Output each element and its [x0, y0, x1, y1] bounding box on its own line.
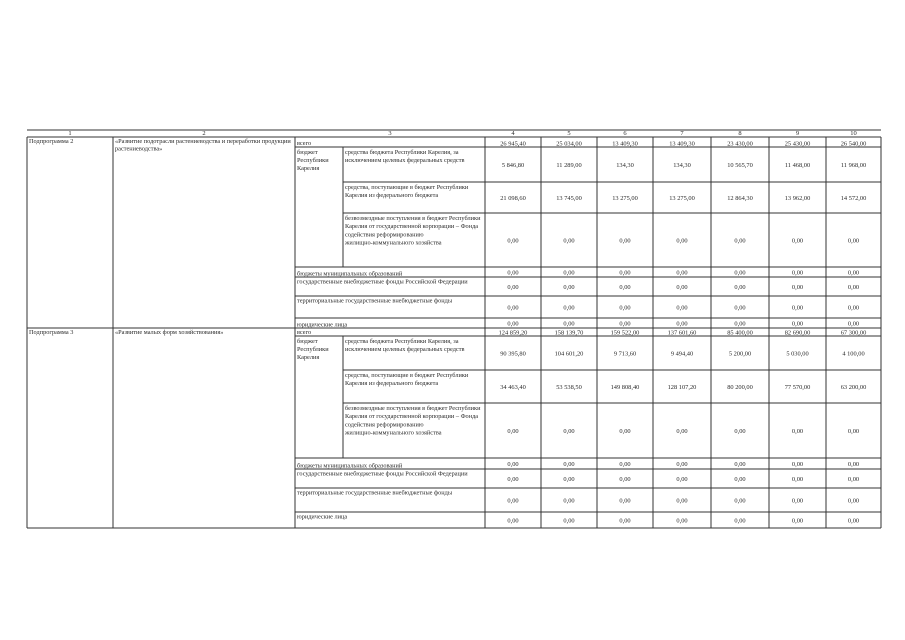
budget-row-value: 4 100,00	[842, 350, 865, 358]
budget-row-value: 0,00	[734, 237, 746, 245]
source-row-label: государственные внебюджетные фонды Российской Федерации	[297, 470, 468, 478]
source-row-value: 0,00	[734, 269, 746, 277]
budget-row-value: 0,00	[619, 428, 631, 435]
source-row-value: 0,00	[563, 476, 575, 483]
source-row-value: 0,00	[791, 320, 804, 328]
budget-row-value: 0,00	[847, 237, 860, 245]
header-year-col: 7	[680, 130, 684, 137]
source-row-value: 0,00	[676, 320, 688, 328]
header-col-3: 3	[388, 130, 392, 137]
header-col-1: 1	[68, 130, 72, 137]
budget-row-value: 21 098,60	[500, 195, 526, 202]
source-row-value: 0,00	[791, 284, 804, 291]
total-value: 158 139,70	[554, 329, 584, 337]
source-row-value: 0,00	[676, 269, 688, 277]
budget-row-value: 80 200,00	[727, 384, 753, 391]
source-row-value: 0,00	[619, 461, 631, 468]
budget-row-value: 63 200,00	[840, 384, 867, 391]
budget-row-value: 0,00	[563, 428, 575, 435]
total-label: всего	[297, 329, 312, 336]
source-row-value: 0,00	[563, 517, 575, 525]
source-row-value: 0,00	[676, 476, 688, 483]
budget-row-value: 53 538,50	[556, 384, 582, 391]
budget-row-value: 0,00	[791, 237, 804, 245]
source-row-label: бюджеты муниципальных образований	[297, 270, 403, 278]
source-row-value: 0,00	[507, 320, 519, 328]
budget-row-value: 0,00	[676, 237, 688, 245]
budget-row-label: средства бюджета Республики Карелия, за исключением целевых федеральных средств	[345, 149, 465, 165]
source-row-value: 0,00	[791, 269, 804, 277]
header-year-col: 5	[567, 130, 571, 137]
source-row-value: 0,00	[507, 284, 519, 291]
source-row-value: 0,00	[676, 517, 688, 525]
source-row-value: 0,00	[791, 476, 804, 483]
source-row-value: 0,00	[847, 497, 860, 505]
source-row-value: 0,00	[791, 497, 804, 505]
source-row-label: территориальные государственные внебюджетные фонды	[297, 489, 453, 497]
source-row-value: 0,00	[619, 497, 631, 505]
header-year-col: 10	[850, 130, 857, 137]
source-row-value: 0,00	[734, 461, 746, 468]
budget-row-value: 0,00	[507, 237, 519, 245]
subprogram-code: Подпрограмма 3	[29, 329, 74, 336]
budget-row-value: 149 808,40	[610, 384, 640, 391]
total-value: 25 034,00	[556, 140, 582, 148]
source-row-value: 0,00	[734, 304, 746, 312]
total-label: всего	[297, 140, 312, 147]
source-row-value: 0,00	[563, 497, 575, 505]
subprogram-name: «Развитие подотрасли растениеводства и переработки продукции растениеводства»	[115, 138, 291, 153]
budget-row-value: 77 570,00	[784, 384, 811, 391]
source-row-value: 0,00	[734, 497, 746, 505]
source-row-value: 0,00	[847, 476, 860, 483]
source-row-value: 0,00	[507, 304, 519, 312]
budget-row-value: 34 463,40	[500, 384, 526, 391]
subprogram-code: Подпрограмма 2	[29, 138, 74, 145]
budget-row-value: 5 846,80	[501, 162, 525, 169]
total-value: 13 409,30	[669, 140, 695, 148]
total-value: 85 400,00	[727, 329, 753, 337]
budget-row-value: 0,00	[734, 428, 746, 435]
total-value: 25 430,00	[784, 140, 811, 148]
source-row-value: 0,00	[847, 517, 860, 525]
source-row-value: 0,00	[507, 517, 519, 525]
source-row-value: 0,00	[563, 320, 575, 328]
source-row-value: 0,00	[676, 284, 688, 291]
source-row-label: государственные внебюджетные фонды Российской Федерации	[297, 278, 468, 286]
budget-row-value: 5 200,00	[728, 350, 752, 358]
total-value: 137 601,60	[667, 329, 697, 337]
source-row-value: 0,00	[619, 517, 631, 525]
budget-row-value: 0,00	[791, 428, 804, 435]
budget-row-value: 9 494,40	[670, 350, 694, 358]
source-row-label: территориальные государственные внебюджетные фонды	[297, 297, 453, 305]
source-row-value: 0,00	[676, 461, 688, 468]
source-row-value: 0,00	[847, 284, 860, 291]
source-row-value: 0,00	[507, 269, 519, 277]
budget-row-value: 13 275,00	[669, 195, 695, 202]
source-row-value: 0,00	[619, 269, 631, 277]
budget-row-value: 11 468,00	[784, 162, 811, 169]
header-col-2: 2	[202, 130, 206, 137]
budget-row-value: 0,00	[847, 428, 860, 435]
source-row-label: юридические лица	[297, 513, 348, 521]
budget-row-value: 0,00	[563, 237, 575, 245]
budget-row-value: 11 968,00	[840, 162, 867, 169]
source-row-value: 0,00	[791, 517, 804, 525]
total-value: 159 522,00	[610, 329, 640, 337]
source-row-label: бюджеты муниципальных образований	[297, 462, 403, 470]
total-value: 82 690,00	[784, 329, 811, 337]
source-row-value: 0,00	[734, 476, 746, 483]
total-value: 13 409,30	[612, 140, 638, 148]
budget-row-label: безвозмездные поступления в бюджет Республики Карелия от государственной корпорации – Фонда содействия реформированию жилищно-коммунального хозяйства	[345, 215, 481, 247]
budget-row-value: 12 864,30	[727, 195, 753, 202]
budget-row-value: 13 275,00	[612, 195, 638, 202]
subprogram-name: «Развитие малых форм хозяйствования»	[115, 329, 224, 336]
source-row-value: 0,00	[734, 284, 746, 291]
budget-row-value: 134,30	[673, 162, 691, 169]
source-row-value: 0,00	[847, 304, 860, 312]
source-row-value: 0,00	[676, 304, 688, 312]
budget-row-value: 13 745,00	[556, 195, 582, 202]
source-row-value: 0,00	[619, 320, 631, 328]
total-value: 26 945,40	[500, 140, 526, 148]
source-row-value: 0,00	[734, 517, 746, 525]
budget-row-value: 10 565,70	[727, 162, 753, 169]
budget-row-value: 14 572,00	[840, 195, 867, 202]
source-row-value: 0,00	[507, 476, 519, 483]
source-row-value: 0,00	[563, 284, 575, 291]
budget-row-value: 128 107,20	[667, 384, 697, 391]
budget-row-value: 11 289,00	[556, 162, 582, 169]
budget-row-value: 134,30	[616, 162, 634, 169]
source-row-value: 0,00	[734, 320, 746, 328]
header-year-col: 9	[795, 130, 800, 137]
source-row-value: 0,00	[563, 304, 575, 312]
budget-row-value: 90 395,80	[500, 350, 526, 358]
header-year-col: 6	[623, 130, 627, 137]
source-row-value: 0,00	[791, 304, 804, 312]
header-year-col: 8	[738, 130, 742, 137]
total-value: 124 859,20	[498, 329, 528, 337]
total-value: 23 430,00	[727, 140, 753, 148]
total-value: 26 540,00	[840, 140, 867, 148]
budget-row-value: 0,00	[619, 237, 631, 245]
source-row-value: 0,00	[507, 461, 519, 468]
source-row-value: 0,00	[619, 304, 631, 312]
source-row-value: 0,00	[563, 269, 575, 277]
header-year-col: 4	[511, 130, 515, 137]
source-row-value: 0,00	[847, 461, 860, 468]
budget-label: бюджет Республики Карелия	[297, 338, 329, 361]
budget-row-value: 5 030,00	[786, 350, 809, 358]
source-row-value: 0,00	[847, 320, 860, 328]
budget-row-label: средства, поступающие в бюджет Республики Карелия из федерального бюджета	[345, 372, 469, 388]
source-row-value: 0,00	[676, 497, 688, 505]
source-row-value: 0,00	[619, 476, 631, 483]
budget-row-value: 104 601,20	[554, 350, 584, 358]
budget-row-value: 0,00	[507, 428, 519, 435]
source-row-value: 0,00	[507, 497, 519, 505]
budget-row-value: 0,00	[676, 428, 688, 435]
source-row-value: 0,00	[563, 461, 575, 468]
budget-row-label: безвозмездные поступления в бюджет Республики Карелия от государственной корпорации – Фонда содействия реформированию жилищно-коммунального хозяйства	[345, 405, 481, 437]
source-row-value: 0,00	[619, 284, 631, 291]
budget-row-value: 9 713,60	[613, 350, 637, 358]
total-value: 67 300,00	[840, 329, 867, 337]
source-row-value: 0,00	[847, 269, 860, 277]
budget-row-label: средства, поступающие в бюджет Республики Карелия из федерального бюджета	[345, 184, 469, 200]
source-row-value: 0,00	[791, 461, 804, 468]
source-row-label: юридические лица	[297, 321, 348, 329]
budget-row-label: средства бюджета Республики Карелия, за исключением целевых федеральных средств	[345, 338, 465, 354]
budget-label: бюджет Республики Карелия	[297, 149, 329, 172]
budget-row-value: 13 962,00	[784, 195, 811, 202]
